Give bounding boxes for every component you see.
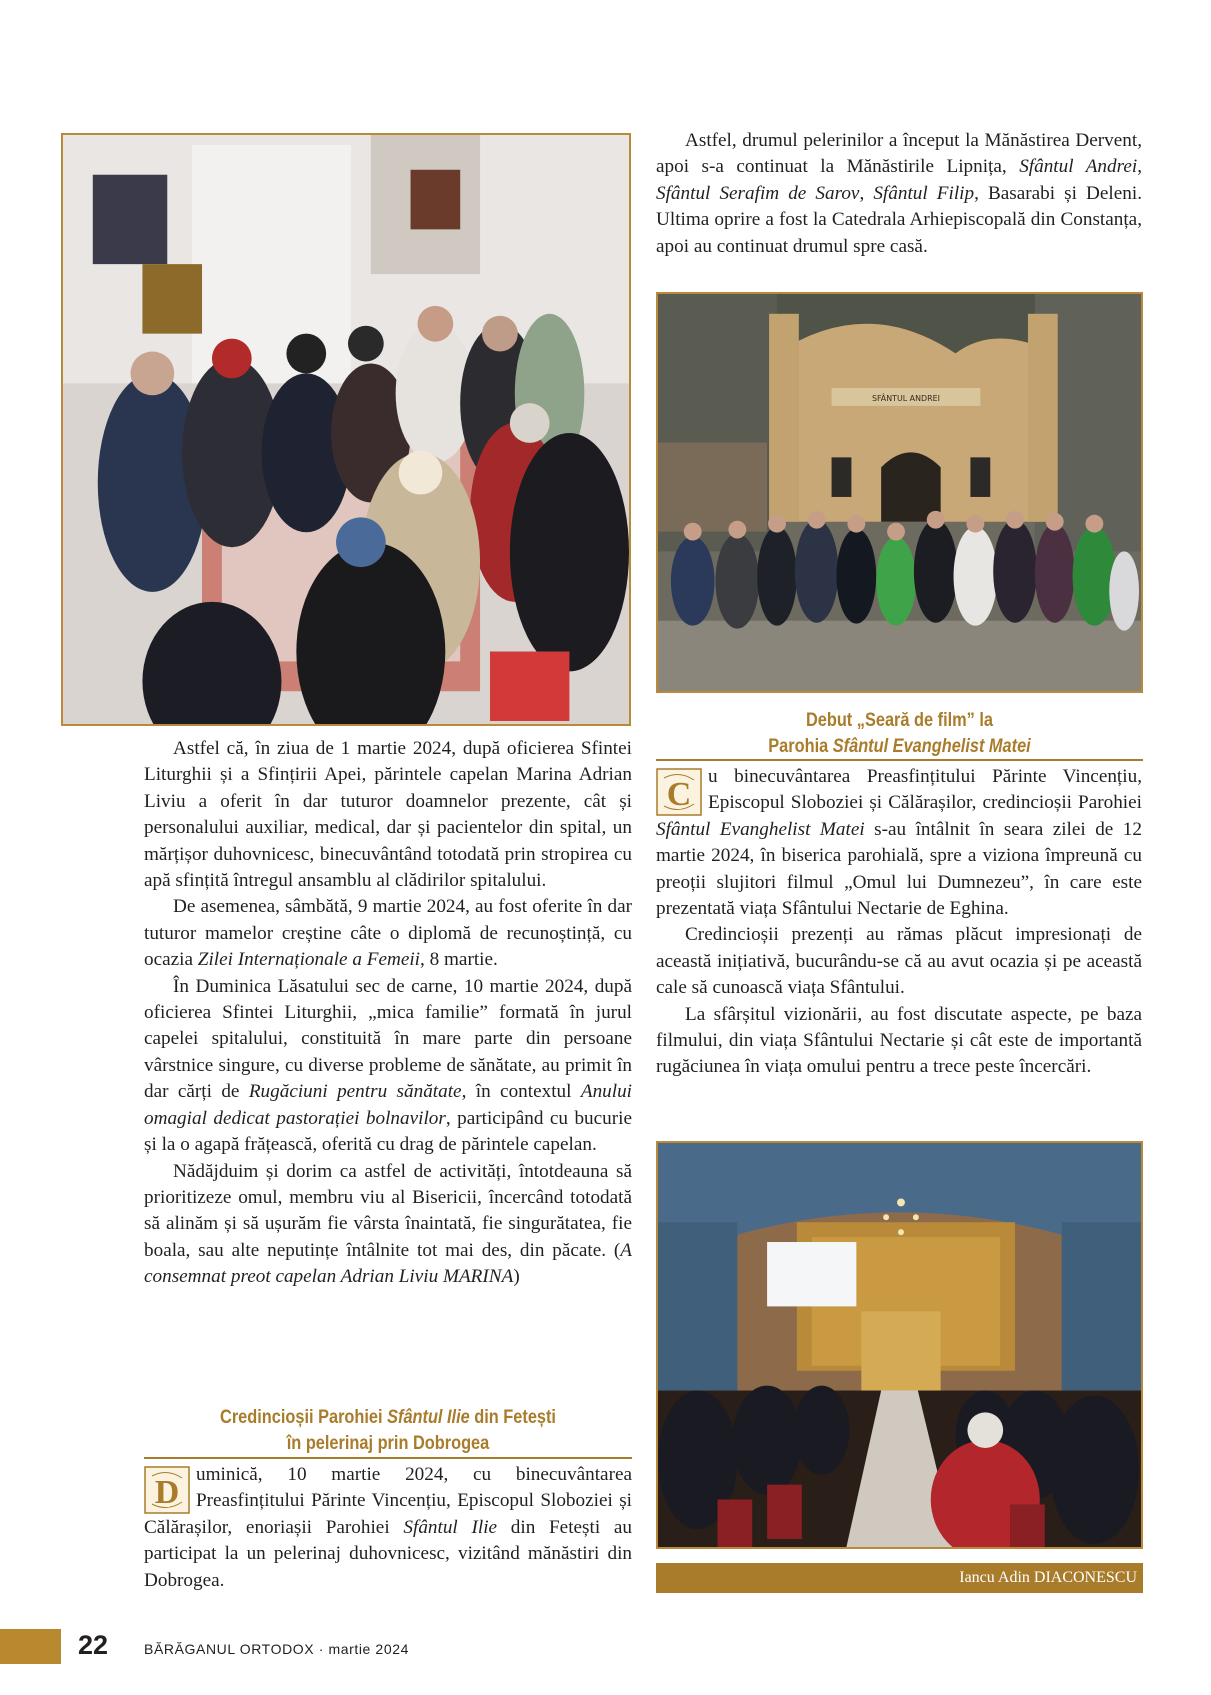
article-pilgrimage: [144, 1462, 632, 1594]
text: u binecuvântarea Preasfințitului Părinte Vincențiu, Episcopul Sloboziei și Călărașilor, credincioșii Parohiei: [708, 766, 1142, 814]
article-hospital-chapel: [144, 736, 632, 1291]
heading-rule-right: [656, 759, 1143, 761]
heading-line: din Fetești: [469, 1407, 556, 1428]
text: , Basarabi și Deleni. Ultima oprire a fost la Catedrala Arhiepiscopală din Constanța, apoi au continuat drumul spre casă.: [656, 182, 1142, 257]
text-italic: Sfântul Evanghelist Matei: [656, 818, 865, 840]
photo-monastery-group: [656, 292, 1143, 693]
publication-name: BĂRĂGANUL ORTODOX · martie 2024: [144, 1641, 409, 1657]
text: s-au întâlnit în seara zilei de 12 martie 2024, în biserica parohială, spre a viziona împreună cu preoții slujitori filmul „Omul lui Dumnezeu”, în care este prezentată viața Sfântului Nectarie de Eghina.: [656, 818, 1142, 920]
page-number: 22: [78, 1630, 109, 1660]
gathering-image: [63, 135, 629, 724]
text: , participând cu bucurie și la o agapă frățească, oferită cu drag de părintele capelan.: [144, 1107, 632, 1156]
heading-pilgrimage: [178, 1405, 598, 1457]
text: În Duminica Lăsatului sec de carne, 10 martie 2024, după oficierea Sfintei Liturghii, „mica familie” formată în jurul capelei spitalului, constituită în mare parte din persoane vârstnice singure, cu diverse probleme de sănătate, au primit în dar cărți de: [144, 975, 632, 1103]
text: Astfel, drumul pelerinilor a început la Mănăstirea Dervent, apoi s-a continuat la Mănăstirile Lipnița,: [656, 130, 1142, 178]
text: , în contextul: [461, 1081, 581, 1103]
dropcap-c: [656, 768, 702, 816]
photo-church-screening: [656, 1141, 1143, 1549]
text: din Fetești au participat la un pelerinaj duhovnicesc, vizitând mănăstiri din Dobrogea.: [144, 1516, 632, 1591]
intro-paragraph-right: [656, 128, 1142, 260]
photo-gathering: [61, 133, 631, 726]
heading-line: Parohia: [768, 736, 833, 757]
text: , 8 martie.: [420, 949, 498, 971]
heading-film-evening: [690, 708, 1109, 760]
text-italic: Zilei Internaționale a Femeii: [197, 949, 421, 971]
heading-line-italic: Sfântul Ilie: [387, 1407, 470, 1428]
article-film-evening: [656, 764, 1142, 1081]
paragraph: Credincioșii prezenți au rămas plăcut impresionați de această inițiativă, bucurându-se că au avut ocazia și pe această cale să cunoască viața Sfântului.: [656, 924, 1142, 999]
heading-line: Debut „Seară de film” la: [805, 710, 994, 731]
text-italic: Sfântul Ilie: [403, 1516, 498, 1538]
paragraph: La sfârșitul vizionării, au fost discutate aspecte, pe baza filmului, din viața Sfântului Nectarie și cât este de importantă rugăciunea în viața omului pentru a trece peste încercări.: [656, 1003, 1142, 1078]
text-italic: Sfântul Serafim de Sarov: [656, 182, 860, 204]
heading-line: în pelerinaj prin Dobrogea: [286, 1433, 490, 1454]
monastery-sign: SFÂNTUL ANDREI: [871, 393, 940, 403]
dropcap-letter: C: [666, 776, 692, 813]
monastery-image: [658, 294, 1141, 691]
text: De asemenea, sâmbătă, 9 martie 2024, au fost oferite în dar tuturor mamelor creștine câte o diplomă de recunoștință, cu ocazia: [144, 896, 632, 971]
text: ): [513, 1266, 520, 1288]
text-italic: Anului omagial dedicat pastorației bolnavilor: [144, 1081, 633, 1129]
text: uminică, 10 martie 2024, cu binecuvântarea Preasfințitului Părinte Vincențiu, Episcopul Sloboziei și Călărașilor, enoriașii Parohiei: [144, 1464, 632, 1538]
heading-rule-left: [144, 1457, 632, 1459]
text: ,: [1137, 156, 1143, 178]
heading-line: Credincioșii Parohiei: [220, 1407, 388, 1428]
text: Nădăjduim și dorim ca astfel de activități, întotdeauna să prioritizeze omul, membru viu al Bisericii, încercând totodată să alinăm și să ușurăm fie vârsta înaintată, fie singurătatea, fie boala, sau alte neputințe întâlnite tot mai des, din păcate. (: [144, 1160, 632, 1261]
footer-accent-bar: [0, 1629, 61, 1664]
dropcap-letter: D: [154, 1474, 180, 1511]
text-italic: Rugăciuni pentru sănătate: [248, 1081, 462, 1103]
text-italic: A consemnat preot capelan Adrian Liviu MARINA: [144, 1239, 632, 1288]
paragraph: Astfel că, în ziua de 1 martie 2024, după oficierea Sfintei Liturghii și a Sfințirii Apei, părintele capelan Marina Adrian Liviu a oferit în dar tuturor doamnelor prezente, cât și personalului auxiliar, medical, dar și pacientelor din spital, un mărțișor duhovnicesc, binecuvântând totodată prin stropirea cu apă sfințită întregul ansamblu al clădirilor spitalului.: [144, 738, 632, 892]
text: ,: [859, 182, 874, 204]
heading-line-italic: Sfântul Evanghelist Matei: [832, 736, 1031, 757]
text-italic: Sfântul Filip: [873, 182, 975, 204]
text-italic: Sfântul Andrei: [1019, 156, 1138, 178]
church-image: [658, 1143, 1141, 1547]
dropcap-d: [144, 1466, 190, 1514]
photo-caption: Iancu Adin DIACONESCU: [656, 1563, 1143, 1593]
